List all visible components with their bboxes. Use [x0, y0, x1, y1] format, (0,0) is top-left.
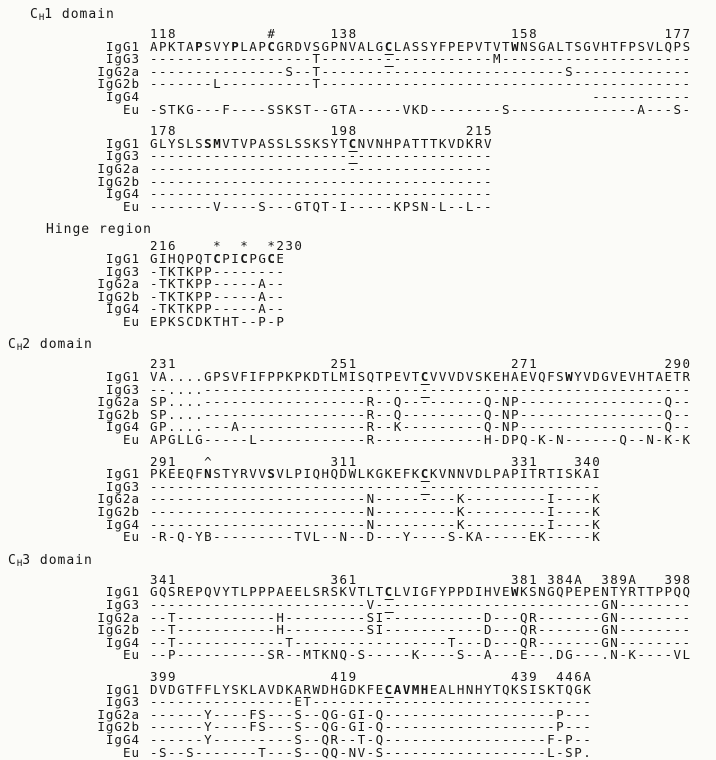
- sequence-text: GIHQPQTCPICPGCE: [150, 250, 286, 266]
- bold-residue: P: [231, 38, 241, 54]
- position-numbers: 291 ^ 311 331 340: [150, 453, 602, 469]
- row-label: IgG1: [105, 369, 140, 385]
- highlighted-residue: -: [420, 381, 430, 397]
- section-title: Hinge region: [46, 222, 152, 238]
- row-label: IgG4: [105, 419, 140, 435]
- sequence-row: [0, 198, 716, 214]
- sequence-text: PKEEQFNSTYRVVSVLPIQHQDWLKGKEFKCKVNNVDLPAPITRTISKAI: [150, 466, 602, 482]
- position-numbers: 399 419 439 446A: [150, 668, 593, 684]
- sequence-text: ----------------ET-------------------------------: [150, 694, 593, 710]
- sequence-text: ------------------------N---------K---------I----K: [150, 491, 602, 507]
- alignment-block: [0, 28, 716, 116]
- row-label: IgG2b: [97, 719, 140, 735]
- sequence-text: --P----------SR--MTKNQ-S-----K----S--A---E--.DG---.N-K----VL: [150, 647, 692, 663]
- section-ch3-domain: [0, 554, 716, 759]
- sequence-text: GQSREPQVYTLPPPAEELSRSKVTLTCLVIGFYPPDIHVEWKSNGQPEPENTYRTTPPQQ: [150, 584, 692, 600]
- highlighted-residue: C: [420, 369, 430, 385]
- row-label: IgG2b: [97, 76, 140, 92]
- sequence-text: --------------------------------------: [150, 173, 493, 189]
- section-title: $C_H2$ domain: [8, 337, 93, 354]
- row-label: IgG1: [105, 466, 140, 482]
- row-label: IgG4: [105, 88, 140, 104]
- row-label: IgG3: [105, 694, 140, 710]
- row-label: IgG2b: [97, 622, 140, 638]
- row-label: IgG4: [105, 301, 140, 317]
- sequence-text: -----------: [150, 88, 692, 104]
- row-label: IgG2a: [97, 609, 140, 625]
- section-ch1-domain: [0, 8, 716, 213]
- subscript: H: [16, 343, 23, 354]
- sequence-text: ------Y----FS---S--QG-GI-Q-------------------P---: [150, 719, 593, 735]
- row-label: IgG1: [105, 681, 140, 697]
- highlighted-residue: -: [420, 478, 430, 494]
- sequence-text: ------Y----FS---S--QG-GI-Q-------------------P---: [150, 706, 593, 722]
- row-label: IgG1: [105, 38, 140, 54]
- sequence-text: --------------------------------------------------: [150, 478, 602, 494]
- row-label: IgG2a: [97, 63, 140, 79]
- sequence-text: APKTAPSVYPLAPCGRDVSGPNVALGCLASSYFPEPVTVTWNSGALTSGVHTFPSVLQPS: [150, 38, 692, 54]
- bold-residue: S: [204, 135, 214, 151]
- section-ch2-domain: [0, 338, 716, 543]
- bold-residue: S: [267, 466, 277, 482]
- highlighted-residue: C: [384, 584, 394, 600]
- sequence-text: --------------------------------------: [150, 186, 493, 202]
- bold-residue: C: [267, 38, 277, 54]
- row-label: Eu: [122, 198, 140, 214]
- bold-residue: W: [511, 38, 521, 54]
- sequence-text: -TKTKPP-----A--: [150, 288, 286, 304]
- bold-residue: V: [402, 681, 412, 697]
- sequence-text: --T-----------H---------SI-----------D---QR-------GN--------: [150, 622, 692, 638]
- sequence-row: [0, 434, 716, 447]
- sequence-text: ---------------S--T---------------------------S-------------: [150, 63, 692, 79]
- row-label: IgG3: [105, 148, 140, 164]
- highlighted-residue: -: [384, 596, 394, 612]
- highlighted-residue: -: [384, 51, 394, 67]
- sequence-text: -------V----S---GTQT-I-----KPSN-L--L--: [150, 198, 493, 214]
- sequence-text: GP....---A--------------R--K---------Q-NP----------------Q--: [150, 419, 692, 435]
- row-label: Eu: [122, 101, 140, 117]
- row-label: IgG1: [105, 135, 140, 151]
- section-title: $C_H3$ domain: [8, 552, 93, 569]
- sequence-text: --T------------T-----------------T---D---QR-------GN--------: [150, 634, 692, 650]
- sequence-text: --------------------------------------: [150, 160, 493, 176]
- sequence-row: [0, 744, 716, 760]
- sequence-text: ------------------------N---------K---------I----K: [150, 504, 602, 519]
- sequence-text: GLYSLSSMVTVPASSLSSKSYTCNVNHPATTTKVDKRV: [150, 135, 493, 151]
- row-label: Eu: [122, 529, 140, 545]
- position-numbers: 341 361 381 384A 389A 398: [150, 571, 692, 587]
- alignment-block: [0, 358, 716, 446]
- position-numbers: 216 * * *230: [150, 238, 304, 254]
- position-numbers: 118 # 138 158 177: [150, 26, 692, 41]
- row-label: Eu: [122, 744, 140, 760]
- sequence-text: --....------------------------------------------------------: [150, 381, 692, 397]
- highlighted-residue: C: [384, 681, 394, 697]
- bold-residue: M: [411, 681, 421, 697]
- bold-residue: C: [240, 250, 250, 266]
- alignment-block: [0, 668, 716, 760]
- sequence-text: SP....------------------R--Q---------Q-NP----------------Q--: [150, 394, 692, 410]
- row-label: IgG3: [105, 478, 140, 494]
- alignment-block: [0, 571, 716, 663]
- row-label: IgG2a: [97, 160, 140, 176]
- position-numbers: 231 251 271 290: [150, 356, 692, 372]
- sequence-row: [0, 649, 716, 662]
- bold-residue: H: [420, 681, 430, 697]
- row-label: IgG3: [105, 263, 140, 279]
- highlighted-residue: C: [384, 38, 394, 54]
- row-label: IgG4: [105, 634, 140, 650]
- sequence-row: [0, 313, 716, 329]
- row-label: Eu: [122, 432, 140, 448]
- row-label: IgG2a: [97, 394, 140, 410]
- alignment-block: [0, 125, 716, 213]
- bold-residue: P: [195, 38, 205, 54]
- subscript: H: [16, 558, 23, 569]
- row-label: IgG3: [105, 381, 140, 397]
- sequence-text: -TKTKPP--------: [150, 263, 286, 279]
- highlighted-residue: C: [420, 466, 430, 482]
- sequence-row: [0, 101, 716, 117]
- position-numbers: 178 198 215: [150, 123, 493, 139]
- highlighted-residue: -: [348, 148, 358, 164]
- row-label: IgG2b: [97, 406, 140, 422]
- sequence-row: [0, 531, 716, 544]
- bold-residue: N: [204, 466, 214, 482]
- sequence-text: ------------------------V-------------------------GN--------: [150, 596, 692, 612]
- section-title: $C_H1$ domain: [30, 7, 115, 23]
- sequence-text: ------------------------N---------K---------I----K: [150, 516, 602, 532]
- row-label: IgG1: [105, 250, 140, 266]
- row-label: IgG4: [105, 516, 140, 532]
- sequence-text: -S--S-------T---S--QQ-NV-S------------------L-SP.: [150, 744, 593, 760]
- sequence-text: ------------------T-------------------M---------------------: [150, 51, 692, 67]
- sequence-text: EPKSCDKTHT--P-P: [150, 313, 286, 329]
- bold-residue: M: [213, 135, 223, 151]
- sequence-row: [0, 303, 716, 316]
- alignment-block: [0, 453, 716, 545]
- sequence-text: SP....------------------R--Q---------Q-NP----------------Q--: [150, 406, 692, 422]
- section-hinge-region: [0, 223, 716, 328]
- highlighted-residue: C: [348, 135, 358, 151]
- row-label: IgG4: [105, 186, 140, 202]
- sequence-text: APGLLG-----L------------R------------H-DPQ-K-N------Q--N-K-K: [150, 432, 692, 448]
- row-label: IgG2b: [97, 173, 140, 189]
- row-label: IgG2b: [97, 288, 140, 304]
- row-label: IgG2a: [97, 706, 140, 722]
- row-label: IgG2b: [97, 504, 140, 519]
- bold-residue: C: [213, 250, 223, 266]
- sequence-text: --------------------------------------: [150, 148, 493, 164]
- sequence-text: -------L----------T-----------------------------------------: [150, 76, 692, 92]
- sequence-text: -STKG---F----SSKST--GTA-----VKD--------S--------------A---S-: [150, 101, 692, 117]
- sequence-text: -TKTKPP-----A--: [150, 301, 286, 317]
- sequence-text: -R-Q-YB---------TVL--N--D---Y----S-KA-----EK-----K: [150, 529, 602, 545]
- bold-residue: A: [393, 681, 403, 697]
- bold-residue: W: [511, 584, 521, 600]
- row-label: IgG3: [105, 51, 140, 67]
- row-label: IgG2a: [97, 276, 140, 292]
- sequence-text: -TKTKPP-----A--: [150, 276, 286, 292]
- row-label: IgG2a: [97, 491, 140, 507]
- row-label: Eu: [122, 647, 140, 663]
- sequence-text: DVDGTFFLYSKLAVDKARWDHGDKFECAVMHEALHNHYTQKSISKTQGK: [150, 681, 593, 697]
- subscript: H: [38, 13, 45, 23]
- alignment-block: [0, 240, 716, 328]
- sequence-text: ------Y---------S--QR--T-Q------------------F-P--: [150, 731, 593, 747]
- row-label: IgG1: [105, 584, 140, 600]
- row-label: Eu: [122, 313, 140, 329]
- sequence-text: VA....GPSVFIFPPKPKDTLMISQTPEVTCVVVDVSKEHAEVQFSWYVDGVEVHTAETR: [150, 369, 692, 385]
- sequence-text: --T-----------H---------SI-----------D---QR-------GN--------: [150, 609, 692, 625]
- bold-residue: C: [267, 250, 277, 266]
- row-label: IgG4: [105, 731, 140, 747]
- bold-residue: W: [565, 369, 575, 385]
- row-label: IgG3: [105, 596, 140, 612]
